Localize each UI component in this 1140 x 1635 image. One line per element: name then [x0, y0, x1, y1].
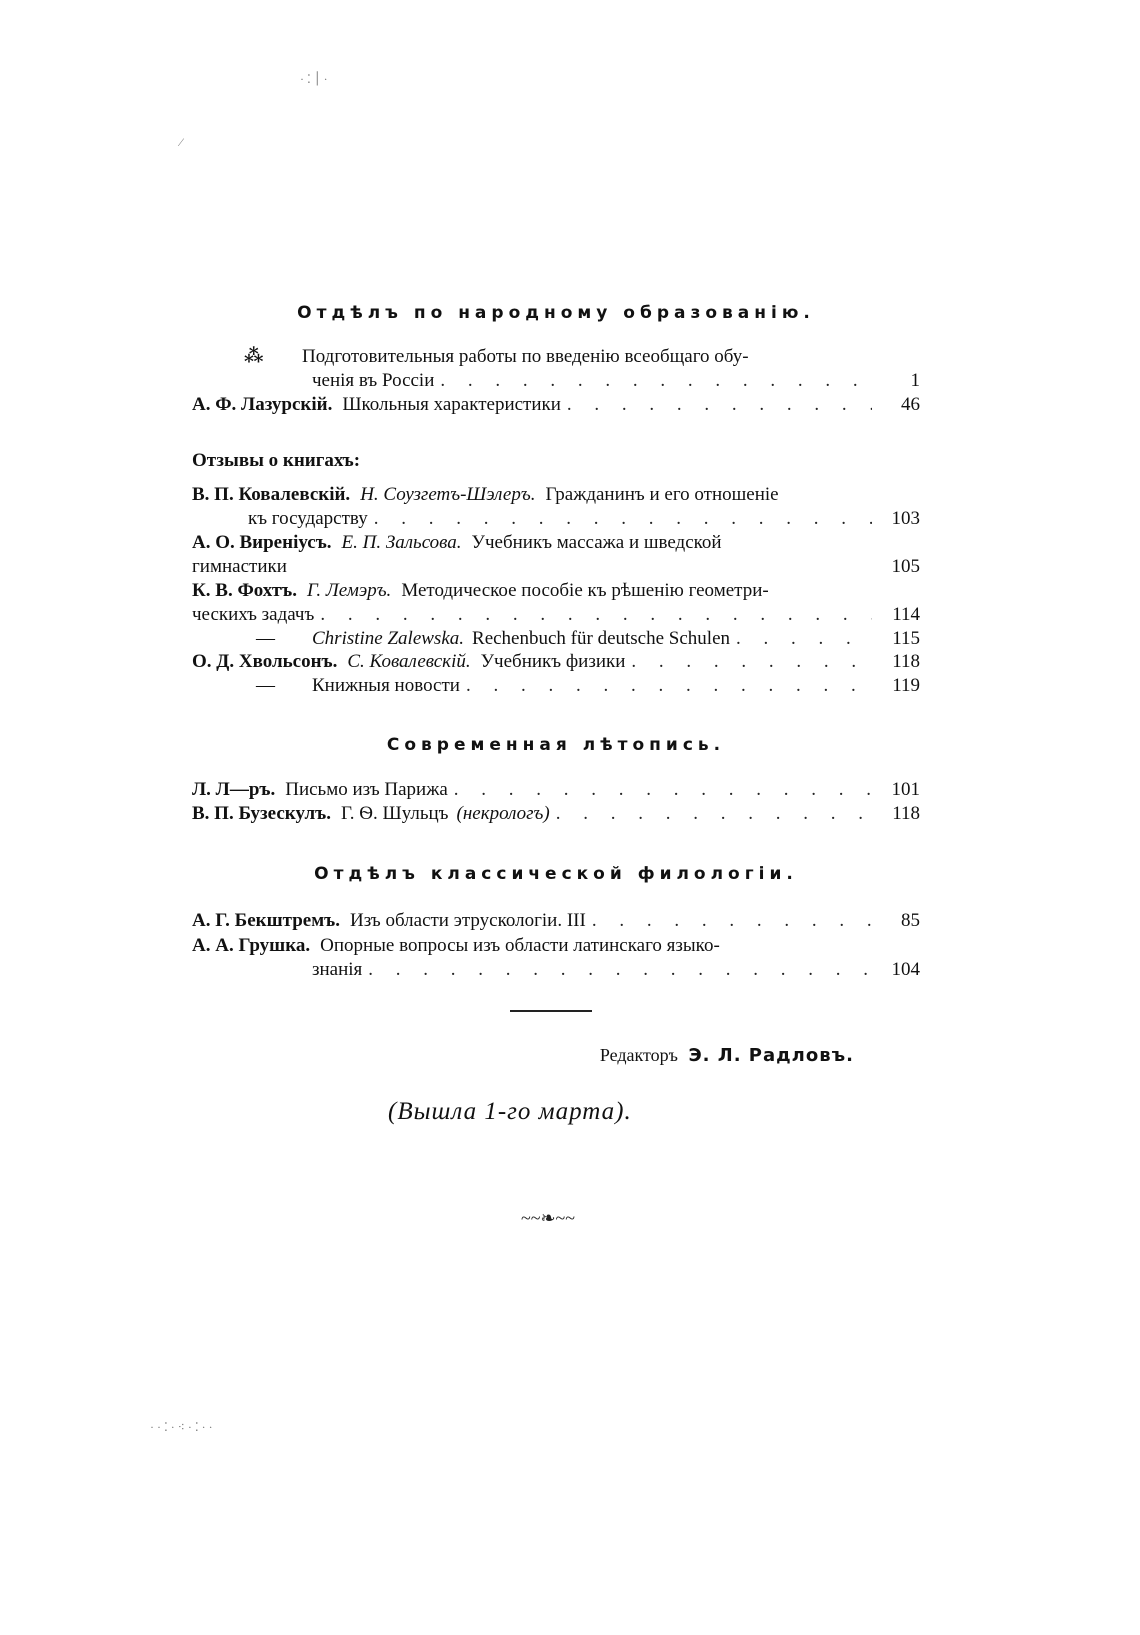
toc-entry — [192, 909, 920, 933]
entry-author: А. А. Грушка. — [192, 935, 311, 956]
book-author: Е. П. Зальсова. — [341, 532, 462, 553]
entry-title: Книжныя новости — [312, 675, 460, 696]
leader-dots — [631, 650, 872, 674]
ornament-icon: ~~❧~~ — [520, 1208, 576, 1228]
page-number: 103 — [891, 508, 920, 529]
page-number: 1 — [910, 370, 920, 391]
entry-text: къ государству — [248, 508, 368, 529]
toc-entry — [192, 483, 920, 531]
leader-dots — [454, 778, 872, 802]
entry-title: Rechenbuch für deutsche Schulen — [472, 628, 731, 649]
leader-dots — [556, 802, 872, 826]
entry-author: К. В. Фохтъ. — [192, 580, 297, 601]
scan-speck: · · ⁚ · ⁖ · ⁚ · · — [150, 1420, 213, 1434]
page-number: 118 — [892, 803, 920, 824]
toc-entry — [192, 627, 920, 651]
entry-note: (некрологъ) — [456, 803, 550, 824]
entry-text: гимнастики — [192, 556, 287, 577]
horizontal-rule — [510, 1010, 592, 1012]
toc-entry — [192, 802, 920, 826]
section-title-classical-philology: Отдѣлъ классической филологіи. — [314, 864, 798, 884]
leader-dots — [320, 603, 872, 627]
leader-dots — [592, 909, 872, 933]
section-title-public-education: Отдѣлъ по народному образованію. — [297, 303, 815, 323]
reviews-heading: Отзывы о книгахъ: — [192, 450, 361, 471]
entry-title: Г. Ѳ. Шульцъ — [340, 803, 449, 824]
leader-dots — [374, 507, 872, 531]
entry-dash: — — [256, 628, 275, 649]
page-number: 118 — [892, 651, 920, 672]
asterism-icon: ⁂ — [244, 346, 264, 367]
page-number: 46 — [901, 394, 920, 415]
book-author: Н. Соузгетъ-Шэлеръ. — [360, 484, 536, 505]
entry-text: Опорные вопросы изъ области латинскаго языко- — [320, 935, 720, 956]
book-author: Christine Zalewska. — [312, 628, 465, 649]
scan-speck: ⁄ — [180, 135, 183, 149]
entry-author: Л. Л—ръ. — [192, 779, 276, 800]
toc-entry — [192, 531, 920, 579]
editor-name: Э. Л. Радловъ. — [688, 1045, 854, 1066]
handwritten-release-note: (Вышла 1-го марта). — [388, 1098, 632, 1125]
toc-entry — [192, 934, 920, 982]
leader-dots — [466, 674, 872, 698]
page-number: 115 — [892, 628, 920, 649]
toc-entry — [192, 674, 920, 698]
page-number: 119 — [892, 675, 920, 696]
entry-title: Письмо изъ Парижа — [285, 779, 448, 800]
entry-author: В. П. Ковалевскій. — [192, 484, 351, 505]
entry-author: А. Г. Бекштремъ. — [192, 910, 340, 931]
editor-credit — [600, 1045, 854, 1066]
entry-title: Изъ области этрускологіи. III — [349, 910, 586, 931]
entry-title: Школьныя характеристики — [342, 394, 561, 415]
entry-text: Учебникъ массажа и шведской — [471, 532, 722, 553]
entry-text: Гражданинъ и его отношеніе — [545, 484, 779, 505]
page-number: 101 — [891, 779, 920, 800]
page-number: 105 — [891, 556, 920, 577]
page-number: 85 — [901, 910, 920, 931]
entry-text: ченія въ Россіи — [312, 370, 435, 391]
toc-entry — [192, 579, 920, 627]
entry-author: А. Ф. Лазурскій. — [192, 394, 333, 415]
entry-text: знанія — [312, 959, 363, 980]
page-number: 104 — [891, 959, 920, 980]
toc-entry — [192, 778, 920, 802]
entry-title: Учебникъ физики — [480, 651, 626, 672]
toc-entry — [192, 393, 920, 417]
entry-author: В. П. Бузескулъ. — [192, 803, 331, 824]
entry-text: ческихъ задачъ — [192, 604, 315, 625]
leader-dots — [567, 393, 872, 417]
toc-entry — [192, 650, 920, 674]
page-number: 114 — [892, 604, 920, 625]
scan-speck: · ⁚ ׀ · — [300, 72, 328, 86]
entry-text: Методическое пособіе къ рѣшенію геометри- — [401, 580, 769, 601]
entry-text: Подготовительныя работы по введенію всеобщаго обу- — [302, 346, 749, 367]
entry-author: А. О. Виреніусъ. — [192, 532, 332, 553]
entry-dash: — — [256, 675, 275, 696]
editor-label: Редакторъ — [599, 1045, 678, 1065]
toc-entry — [192, 345, 920, 393]
book-author: Г. Лемэръ. — [306, 580, 392, 601]
section-title-chronicle: Современная лѣтопись. — [386, 735, 726, 755]
leader-dots — [440, 369, 872, 393]
leader-dots — [368, 958, 872, 982]
leader-dots — [736, 627, 872, 651]
entry-author: О. Д. Хвольсонъ. — [192, 651, 338, 672]
book-author: С. Ковалевскій. — [347, 651, 471, 672]
